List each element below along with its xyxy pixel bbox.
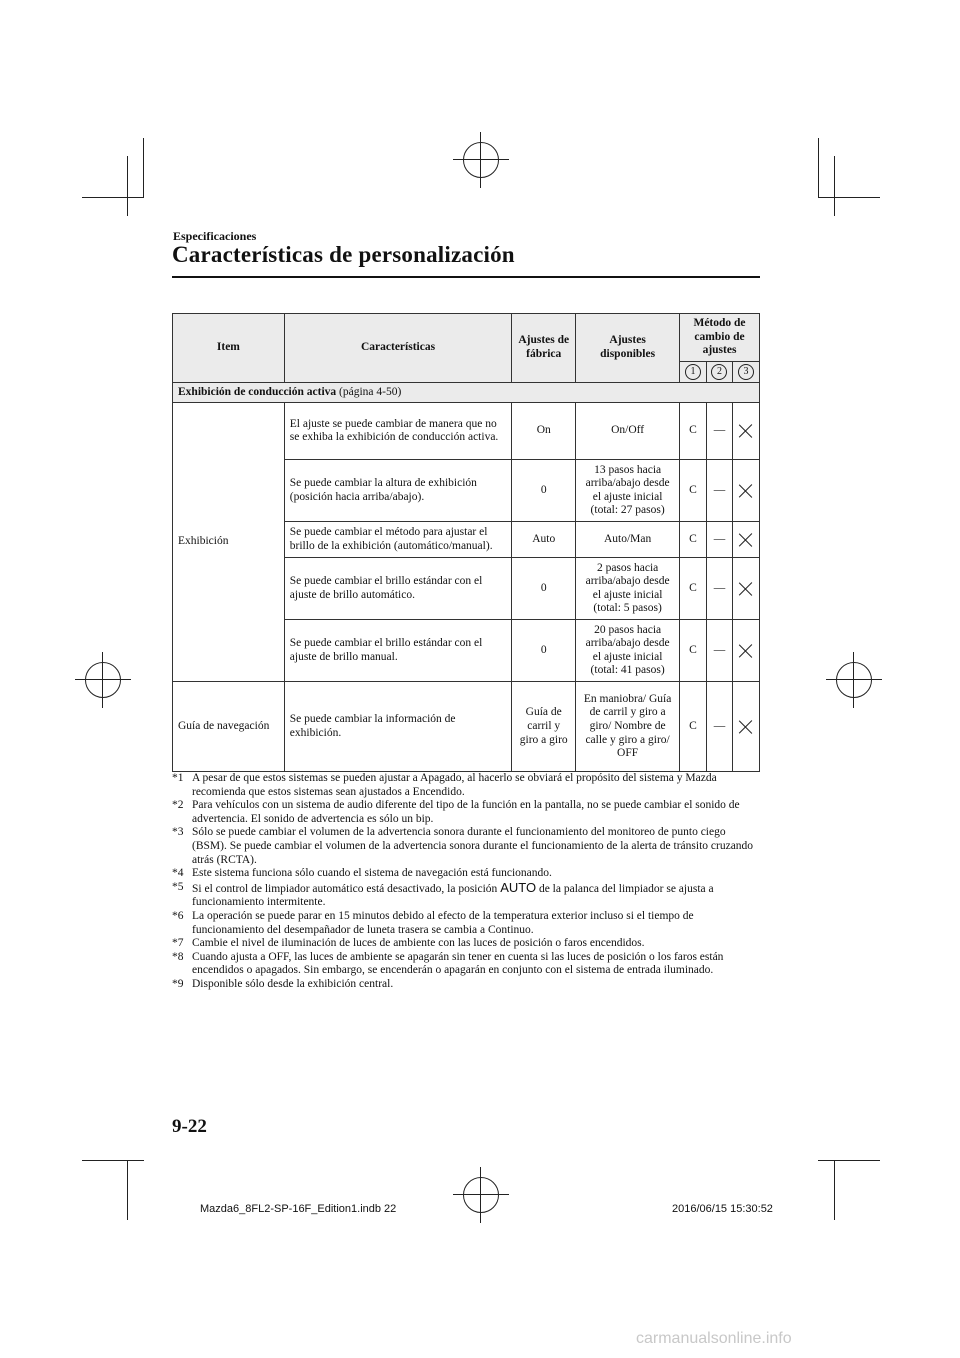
footnote-text: La operación se puede parar en 15 minutos debido al efecto de la temperatura exterior incluso si el tiempo de funcionamiento del desempañador de luneta trasera se cambia a Continuo. xyxy=(192,909,694,936)
footnote-text: Disponible sólo desde la exhibición central. xyxy=(192,977,394,990)
available-cell: 13 pasos hacia arriba/abajo desde el ajuste inicial (total: 27 pasos) xyxy=(576,460,680,522)
method-1-cell: C xyxy=(680,682,707,772)
header-change-method: Método de cambio de ajustes xyxy=(680,314,760,362)
footnote-mark: *7 xyxy=(172,937,184,950)
method-2-cell: — xyxy=(706,522,732,558)
registration-mark-bottom xyxy=(453,1167,509,1223)
group-page-ref: (página 4-50) xyxy=(339,385,402,398)
feature-cell: Se puede cambiar la altura de exhibición (posición hacia arriba/abajo). xyxy=(284,460,511,522)
footnote-mark: *9 xyxy=(172,977,184,990)
method-col-2 xyxy=(706,361,732,382)
footnote-text-a: Si el control de limpiador automático está desactivado, la posición xyxy=(192,882,498,895)
footnote xyxy=(172,867,760,881)
not-available-x-icon xyxy=(739,424,753,438)
method-3-cell xyxy=(732,682,759,772)
method-3-cell xyxy=(732,558,759,620)
footnotes xyxy=(172,772,760,992)
footnote xyxy=(172,772,760,799)
footnote-text xyxy=(192,881,760,910)
method-2-cell: — xyxy=(706,682,732,772)
method-1-cell: C xyxy=(680,403,707,460)
available-cell: En maniobra/ Guía de carril y giro a giro/ Nombre de calle y giro a giro/ OFF xyxy=(576,682,680,772)
circled-number-3: 3 xyxy=(738,364,754,380)
customization-table xyxy=(172,313,760,772)
registration-mark-top xyxy=(453,132,509,188)
available-cell: 2 pasos hacia arriba/abajo desde el ajuste inicial (total: 5 pasos) xyxy=(576,558,680,620)
factory-cell: On xyxy=(512,403,576,460)
method-1-cell: C xyxy=(680,558,707,620)
method-2-cell: — xyxy=(706,620,732,682)
method-2-cell: — xyxy=(706,460,732,522)
footnote xyxy=(172,910,760,937)
footnote-mark: *2 xyxy=(172,799,184,812)
method-2-cell: — xyxy=(706,403,732,460)
footnote xyxy=(172,826,760,867)
footnote-mark: *3 xyxy=(172,826,184,839)
table-row xyxy=(173,403,760,460)
footnote-text-b: de la palanca del limpiador se ajusta a funcionamiento intermitente. xyxy=(192,882,714,909)
footnote-text: Para vehículos con un sistema de audio diferente del tipo de la función en la pantalla, no se puede cambiar el sonido de advertencia. El sonido de advertencia es sólo un bip. xyxy=(192,799,740,825)
page-number: 9-22 xyxy=(172,1116,207,1137)
section-label: Especificaciones xyxy=(173,229,257,243)
footnote-mark: *8 xyxy=(172,950,184,963)
registration-mark-left xyxy=(75,652,131,708)
title-rule xyxy=(172,276,760,278)
factory-cell: 0 xyxy=(512,460,576,522)
method-1-cell: C xyxy=(680,620,707,682)
feature-cell: Se puede cambiar el brillo estándar con el ajuste de brillo automático. xyxy=(284,558,511,620)
footnote-text: Este sistema funciona sólo cuando el sistema de navegación está funcionando. xyxy=(192,867,552,880)
method-3-cell xyxy=(732,403,759,460)
method-3-cell xyxy=(732,620,759,682)
footnote-mark: *5 xyxy=(172,880,184,893)
footnote xyxy=(172,799,760,826)
method-col-1 xyxy=(680,361,707,382)
method-1-cell: C xyxy=(680,522,707,558)
footnote xyxy=(172,937,760,951)
not-available-x-icon xyxy=(739,644,753,658)
footnote xyxy=(172,978,760,992)
footnote-mark: *1 xyxy=(172,772,184,784)
header-features: Características xyxy=(284,314,511,383)
item-cell: Exhibición xyxy=(173,403,285,682)
feature-cell: Se puede cambiar el brillo estándar con el ajuste de brillo manual. xyxy=(284,620,511,682)
factory-cell: Auto xyxy=(512,522,576,558)
auto-position-label: AUTO xyxy=(500,879,537,895)
not-available-x-icon xyxy=(739,720,753,734)
footnote-text: A pesar de que estos sistemas se pueden ajustar a Apagado, al hacerlo se obviará el propósito del sistema y Mazda recomienda que estos sistemas sean ajustados a Encendido. xyxy=(192,772,717,798)
feature-cell: Se puede cambiar el método para ajustar el brillo de la exhibición (automático/manual). xyxy=(284,522,511,558)
not-available-x-icon xyxy=(739,533,753,547)
footnote-text: Cuando ajusta a OFF, las luces de ambiente se apagarán sin tener en cuenta si las luces de posición o los faros están encendidos o apagados. Sin embargo, se encenderán o apagarán en conjunto con el sistema de entrada iluminado. xyxy=(192,950,724,977)
watermark: carmanualsonline.info xyxy=(636,1330,792,1347)
available-cell: Auto/Man xyxy=(576,522,680,558)
table-row xyxy=(173,682,760,772)
circled-number-2: 2 xyxy=(711,364,727,380)
method-col-3 xyxy=(732,361,759,382)
factory-cell: Guía de carril y giro a giro xyxy=(512,682,576,772)
registration-mark-right xyxy=(826,652,882,708)
factory-cell: 0 xyxy=(512,558,576,620)
footer-file-name: Mazda6_8FL2-SP-16F_Edition1.indb 22 xyxy=(200,1203,397,1215)
footnote-text: Sólo se puede cambiar el volumen de la advertencia sonora durante el funcionamiento del monitoreo de punto ciego (BSM). Se puede cambiar el volumen de la advertencia sonora durante el funcionamiento de la alerta de tránsito cruzando atrás (RCTA). xyxy=(192,826,754,866)
available-cell: 20 pasos hacia arriba/abajo desde el ajuste inicial (total: 41 pasos) xyxy=(576,620,680,682)
footnote-mark: *4 xyxy=(172,867,184,880)
method-1-cell: C xyxy=(680,460,707,522)
footnote xyxy=(172,951,760,978)
circled-number-1: 1 xyxy=(685,364,701,380)
factory-cell: 0 xyxy=(512,620,576,682)
method-3-cell xyxy=(732,460,759,522)
header-item: Item xyxy=(173,314,285,383)
footnote xyxy=(172,881,760,910)
feature-cell: Se puede cambiar la información de exhibición. xyxy=(284,682,511,772)
header-factory-settings: Ajustes de fábrica xyxy=(512,314,576,383)
method-3-cell xyxy=(732,522,759,558)
group-row xyxy=(173,382,760,403)
method-2-cell: — xyxy=(706,558,732,620)
available-cell: On/Off xyxy=(576,403,680,460)
group-title: Exhibición de conducción activa xyxy=(178,385,337,398)
item-cell: Guía de navegación xyxy=(173,682,285,772)
not-available-x-icon xyxy=(739,582,753,596)
footnote-text: Cambie el nivel de iluminación de luces de ambiente con las luces de posición o faros encendidos. xyxy=(192,937,645,950)
not-available-x-icon xyxy=(739,484,753,498)
footer-timestamp: 2016/06/15 15:30:52 xyxy=(672,1203,773,1215)
header-available-settings: Ajustes disponibles xyxy=(576,314,680,383)
page-title: Características de personalización xyxy=(172,242,515,267)
feature-cell: El ajuste se puede cambiar de manera que no se exhiba la exhibición de conducción activa. xyxy=(284,403,511,460)
footnote-mark: *6 xyxy=(172,909,184,922)
